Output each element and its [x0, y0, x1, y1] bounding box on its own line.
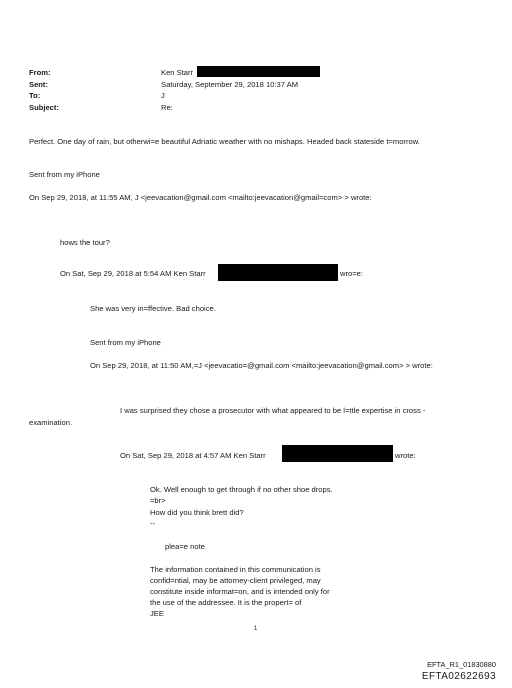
- page-number: 1: [254, 626, 258, 632]
- disclaimer-line: confid=ntial, may be attorney-client privileged, may: [150, 576, 321, 585]
- disclaimer-line: constitute inside informat=on, and is intended only for: [150, 587, 330, 596]
- to-value: J: [161, 91, 165, 100]
- quote-header-tail: wro=e:: [340, 269, 364, 278]
- subject-value: Re:: [161, 103, 173, 112]
- subject-label: Subject:: [29, 103, 59, 112]
- redaction-box: [218, 264, 338, 281]
- quoted-message: She was very in=ffective. Bad choice.: [90, 304, 216, 313]
- signature-line: Sent from my iPhone: [90, 338, 161, 347]
- quoted-message: --: [150, 519, 156, 528]
- signature-line: Sent from my iPhone: [29, 170, 100, 179]
- quote-header-tail: wrote:: [395, 451, 416, 460]
- sent-label: Sent:: [29, 80, 48, 89]
- document-control-number: EFTA02622693: [421, 671, 496, 682]
- quote-header: On Sat, Sep 29, 2018 at 5:54 AM Ken Starr: [60, 269, 206, 278]
- message-line: Perfect. One day of rain, but otherwi=e beautiful Adriatic weather with no mishaps. Headed back stateside t=morrow.: [29, 137, 420, 146]
- quoted-message: How did you think brett did?: [150, 508, 244, 517]
- sent-value: Saturday, September 29, 2018 10:37 AM: [161, 80, 299, 89]
- document-id: EFTA_R1_01830880: [427, 660, 496, 669]
- quoted-message-continued: examination.: [29, 418, 73, 427]
- quoted-message: plea=e note: [165, 542, 205, 551]
- quote-header: On Sep 29, 2018, at 11:50 AM,=J <jeevacatio=@gmail.com <mailto:jeevacation@gmail.com> > wrote:: [90, 361, 433, 370]
- redaction-box: [197, 66, 320, 77]
- quoted-message: =br>: [150, 496, 166, 505]
- quoted-message: I was surprised they chose a prosecutor with what appeared to be l=ttle expertise in cross -: [120, 406, 426, 415]
- from-value: Ken Starr: [161, 68, 194, 77]
- to-label: To:: [29, 91, 41, 100]
- quoted-message: Ok. Well enough to get through if no other shoe drops.: [150, 485, 333, 494]
- quote-header: On Sat, Sep 29, 2018 at 4:57 AM Ken Starr: [120, 451, 266, 460]
- disclaimer-line: JEE: [150, 609, 164, 618]
- from-label: From:: [29, 68, 51, 77]
- quote-header: On Sep 29, 2018, at 11:55 AM, J <jeevacation@gmail.com <mailto:jeevacation@gmail=com> > wrote:: [29, 193, 372, 202]
- redaction-box: [282, 445, 393, 462]
- disclaimer-line: the use of the addressee. It is the propert= of: [150, 598, 302, 607]
- disclaimer-line: The information contained in this communication is: [150, 565, 321, 574]
- quoted-message: hows the tour?: [60, 238, 110, 247]
